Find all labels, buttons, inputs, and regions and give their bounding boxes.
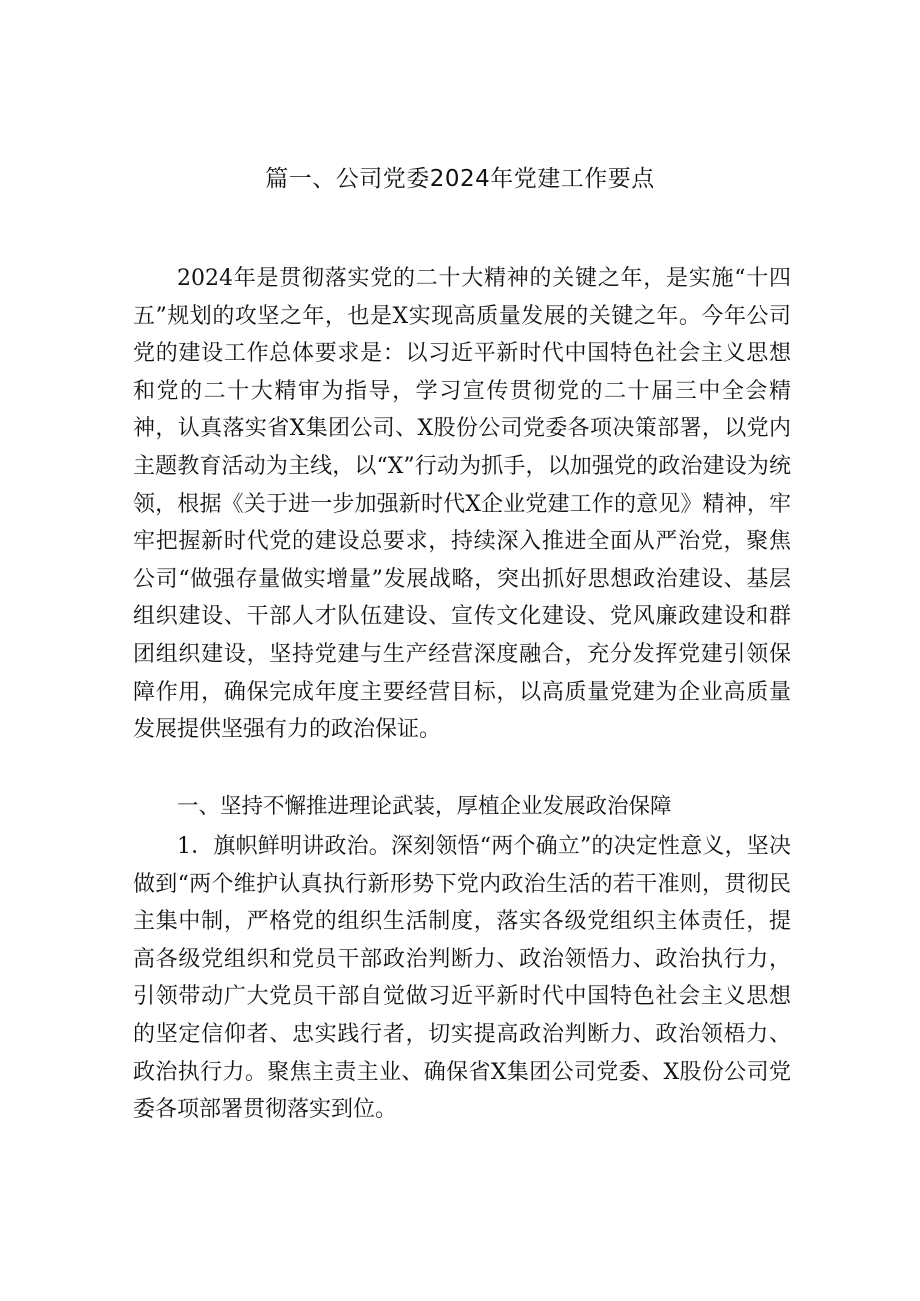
document-title: 篇一、公司党委2024年党建工作要点 <box>265 166 655 192</box>
section-heading: 一、坚持不懈推进理论武装，厚植企业发展政治保障 <box>177 794 672 819</box>
intro-paragraph: 2024年是贯彻落实党的二十大精神的关键之年，是实施“十四五”规划的攻坚之年，也是X实现高质量发展的关键之年。今年公司党的建设工作总体要求是：以习近平新时代中国特色社会主义思想和党的二十大精审为指导，学习宣传贯彻党的二十届三中全会精神，认真落实省X集团公司、X股份公司党委各项决策部署，以党内主题教育活动为主线，以“X”行动为抓手，以加强党的政治建设为统领，根据《关于进一步加强新时代X企业党建工作的意见》精神，牢牢把握新时代党的建设总要求，持续深入推进全面从严治党，聚焦公司“做强存量做实增量”发展战略，突出抓好思想政治建设、基层组织建设、干部人才队伍建设、宣传文化建设、党风廉政建设和群团组织建设，坚持党建与生产经营深度融合，充分发挥党建引领保障作用，确保完成年度主要经营目标，以高质量党建为企业高质量发展提供坚强有力的政治保证。 <box>133 266 791 743</box>
item-1-paragraph: 1．旗帜鲜明讲政治。深刻领悟“两个确立”的决定性意义，坚决做到“两个维护认真执行新形势下党内政治生活的若干准则，贯彻民主集中制，严格党的组织生活制度，落实各级党组织主体责任，提高各级党组织和党员干部政治判断力、政治领悟力、政治执行力，引领带动广大党员干部自觉做习近平新时代中国特色社会主义思想的坚定信仰者、忠实践行者，切实提高政治判断力、政治领梧力、政治执行力。聚焦主责主业、确保省X集团公司党委、X股份公司党委各项部署贯彻落实到位。 <box>133 834 791 1123</box>
